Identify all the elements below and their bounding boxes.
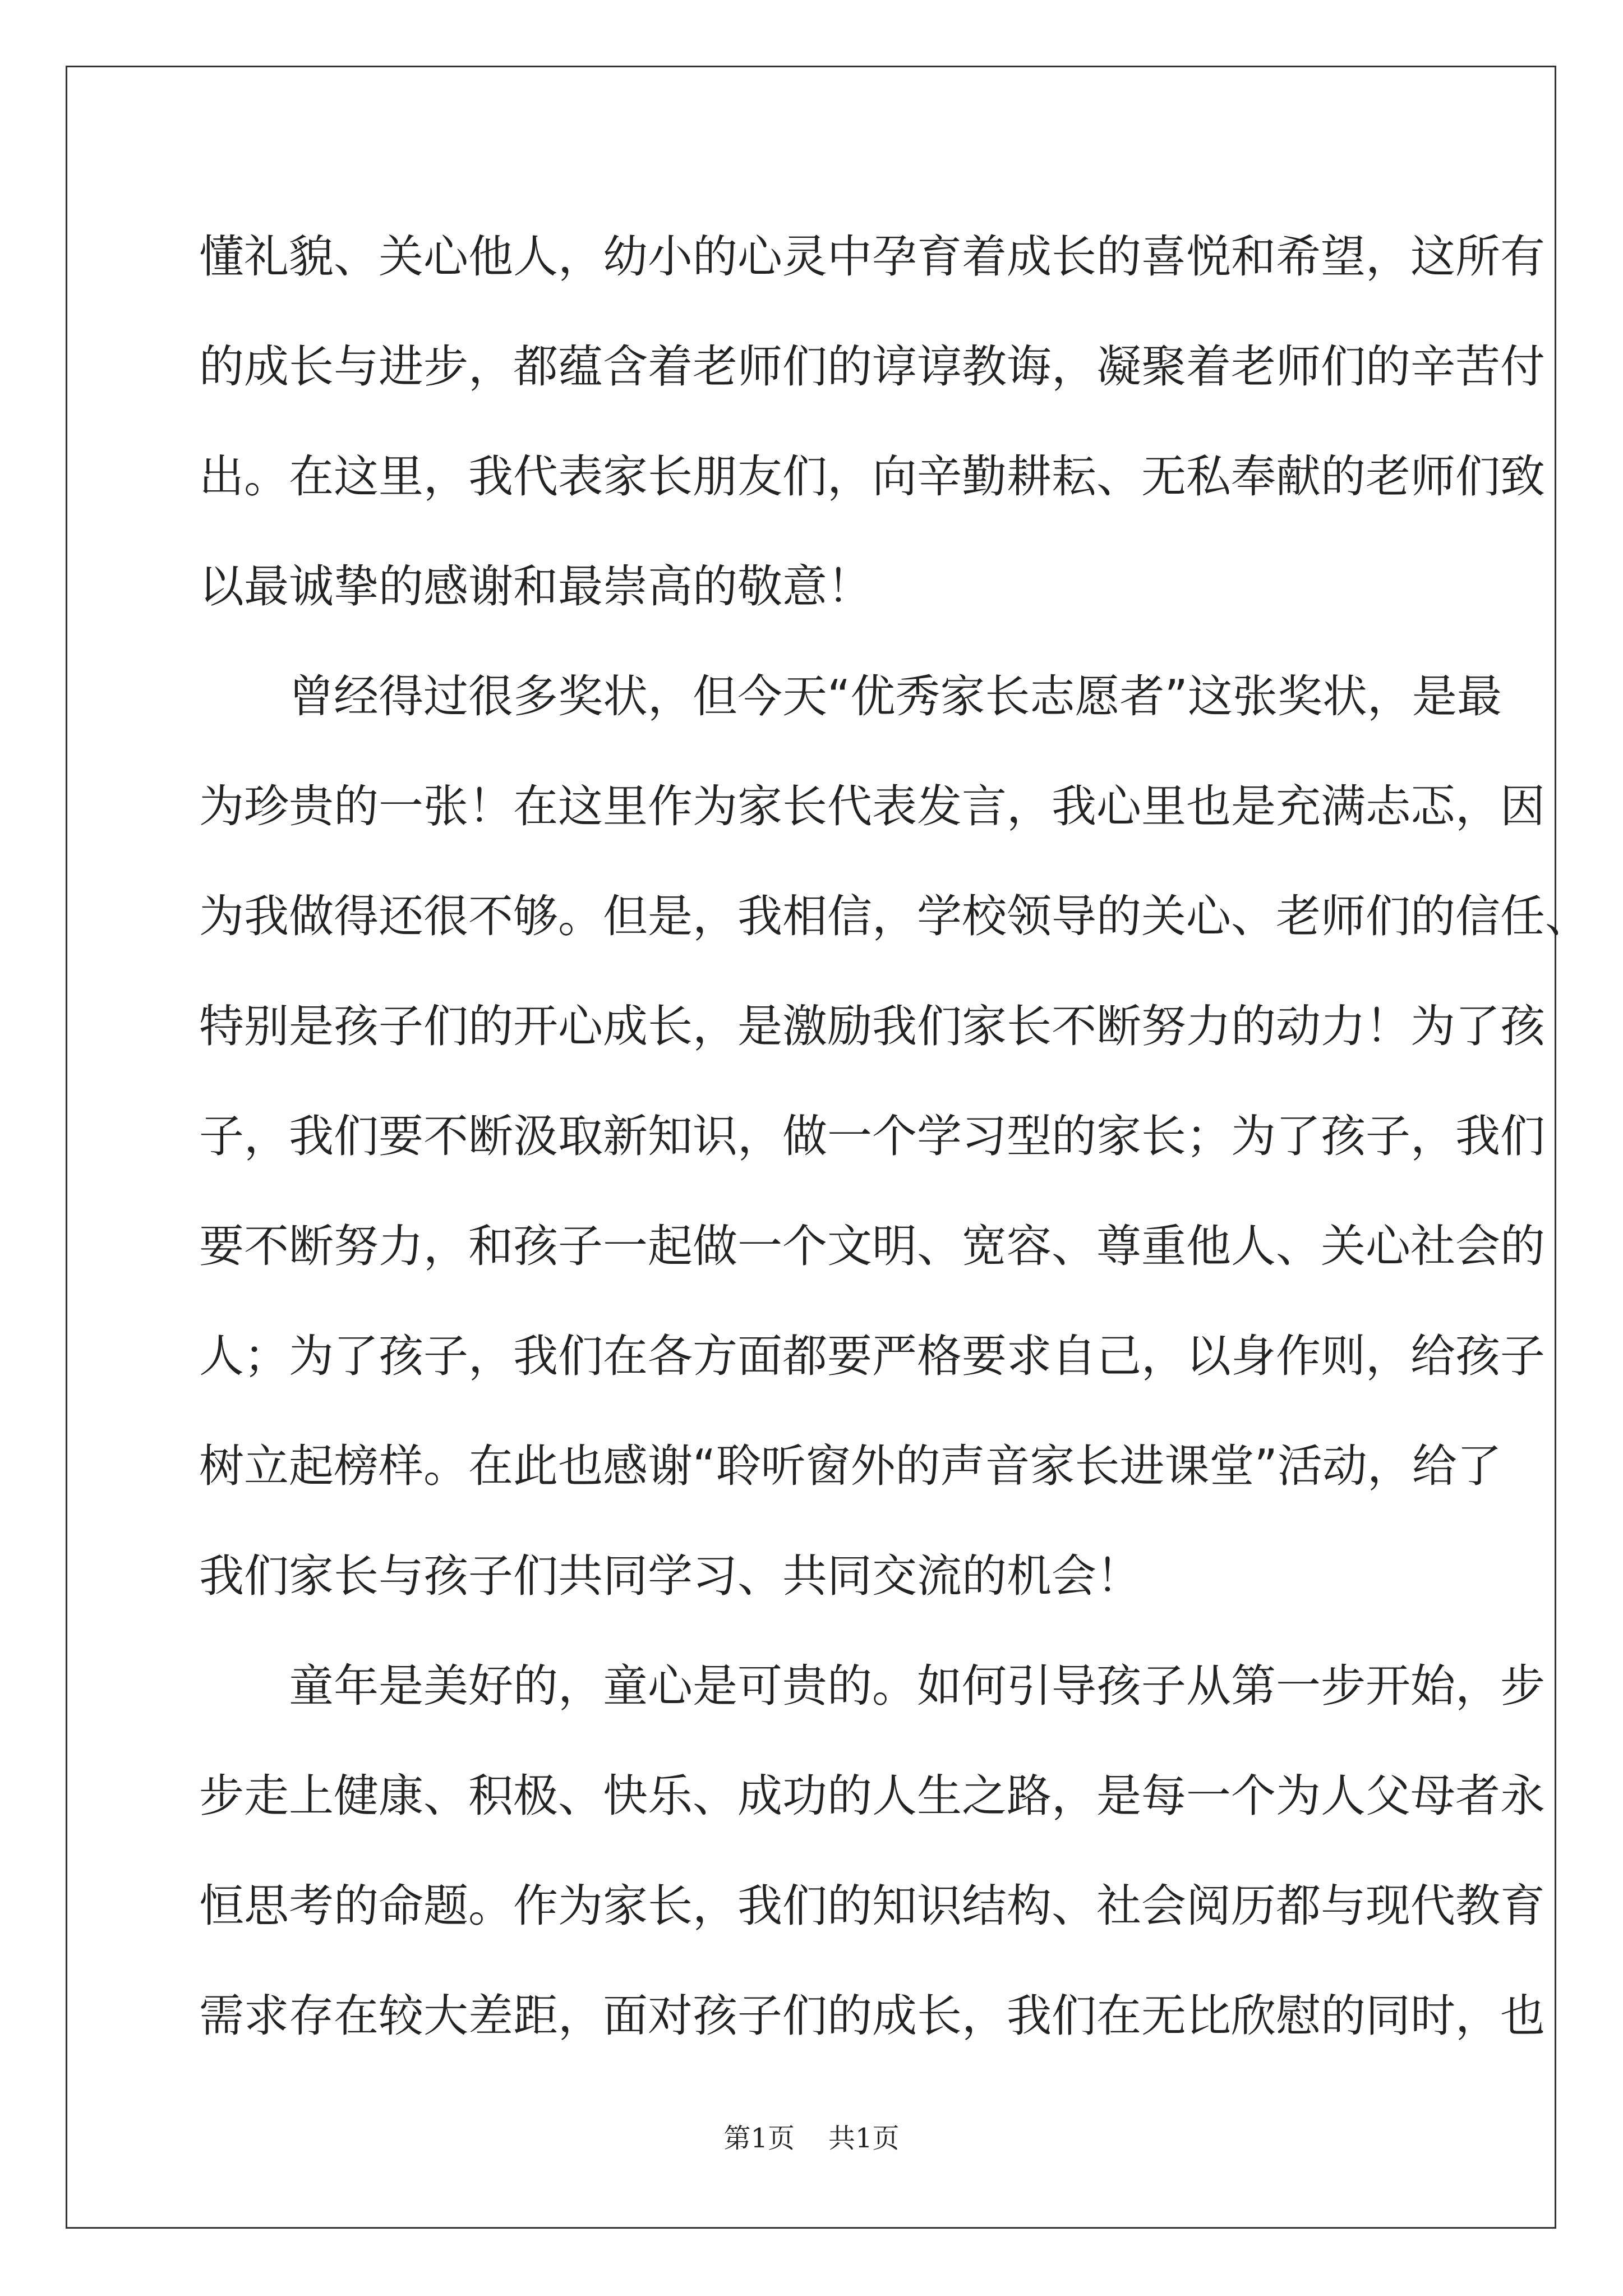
document-body — [199, 202, 1590, 2071]
text-line: 懂礼貌、关心他人，幼小的心灵中孕育着成长的喜悦和希望，这所有 — [199, 231, 1545, 283]
text-line: 童年是美好的，童心是可贵的。如何引导孩子从第一步开始，步 — [199, 1660, 1545, 1712]
text-line: 子，我们要不断汲取新知识，做一个学习型的家长；为了孩子，我们 — [199, 1110, 1545, 1162]
page-footer — [0, 2116, 1623, 2155]
text-line: 为我做得还很不够。但是，我相信，学校领导的关心、老师们的信任、 — [199, 890, 1590, 942]
text-line: 恒思考的命题。作为家长，我们的知识结构、社会阅历都与现代教育 — [199, 1880, 1545, 1932]
text-line: 我们家长与孩子们共同学习、共同交流的机会！ — [199, 1550, 1141, 1602]
page-number: 第1页 — [723, 2123, 795, 2154]
text-line: 人；为了孩子，我们在各方面都要严格要求自己，以身作则，给孩子 — [199, 1330, 1545, 1382]
text-line: 出。在这里，我代表家长朋友们，向辛勤耕耘、无私奉献的老师们致 — [199, 450, 1545, 503]
text-line: 的成长与进步，都蕴含着老师们的谆谆教诲，凝聚着老师们的辛苦付 — [199, 341, 1545, 393]
text-line: 曾经得过很多奖状，但今天“优秀家长志愿者”这张奖状，是最 — [199, 670, 1502, 723]
page-total: 共1页 — [828, 2123, 900, 2154]
text-line: 要不断努力，和孩子一起做一个文明、宽容、尊重他人、关心社会的 — [199, 1220, 1545, 1272]
text-line: 特别是孩子们的开心成长，是激励我们家长不断努力的动力！为了孩 — [199, 1000, 1545, 1052]
text-line: 需求存在较大差距，面对孩子们的成长，我们在无比欣慰的同时，也 — [199, 1990, 1545, 2042]
text-line: 为珍贵的一张！在这里作为家长代表发言，我心里也是充满忐忑，因 — [199, 780, 1545, 832]
text-line: 树立起榜样。在此也感谢“聆听窗外的声音家长进课堂”活动，给了 — [199, 1440, 1502, 1492]
text-line: 步走上健康、积极、快乐、成功的人生之路，是每一个为人父母者永 — [199, 1770, 1545, 1822]
text-line: 以最诚挚的感谢和最崇高的敬意！ — [199, 560, 872, 613]
